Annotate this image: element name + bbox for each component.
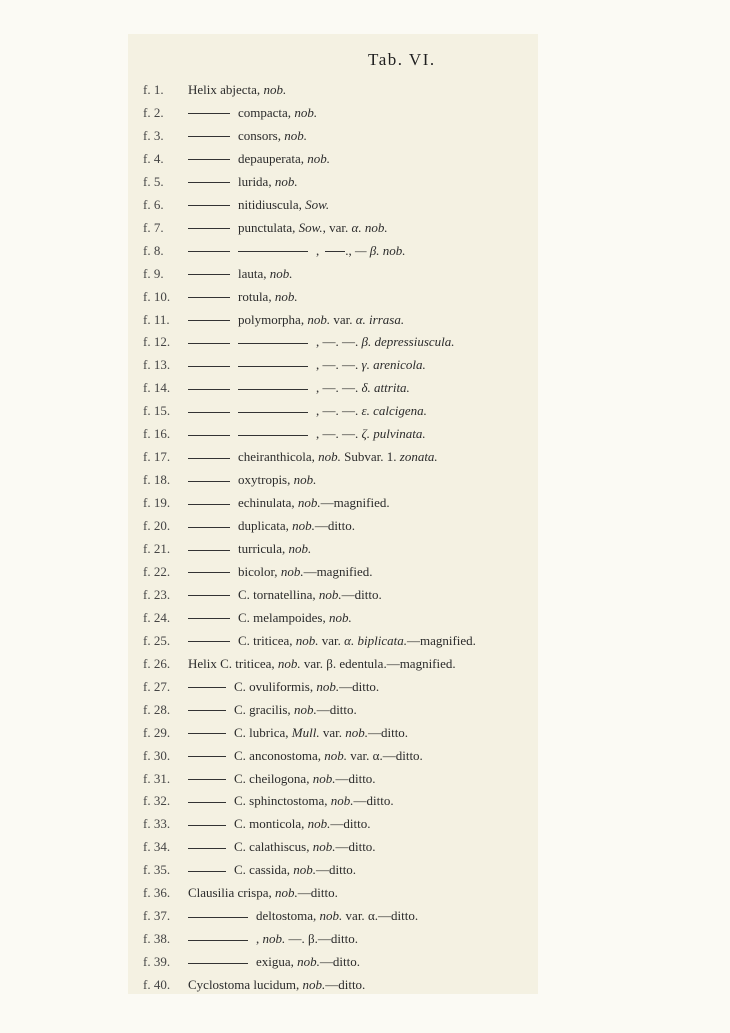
ditto-rule (188, 572, 230, 573)
text-part: ε. calcigena. (361, 403, 427, 419)
text-part: —ditto. (316, 701, 357, 717)
ditto-rule (188, 504, 230, 505)
text-part: —ditto. (319, 954, 360, 970)
species-text (188, 585, 382, 605)
text-part: , —. —. (316, 426, 362, 442)
species-text (188, 493, 390, 513)
text-part: —magnified. (320, 495, 390, 511)
text-part: Subvar. 1. (340, 449, 400, 465)
text-part: C. melampoides, (238, 609, 329, 625)
text-part: — β. nob. (355, 242, 406, 258)
ditto-rule (188, 435, 230, 436)
ditto-rule (188, 366, 230, 367)
figure-number: f. 1. (143, 82, 164, 97)
text-part: β. (326, 655, 337, 671)
text-part: —ditto. (315, 862, 357, 878)
figure-number: f. 22. (143, 563, 171, 579)
text-part: oxytropis, (238, 472, 294, 488)
text-part: , var. (322, 219, 352, 235)
ditto-rule (188, 550, 230, 551)
text-part: Helix abjecta, (188, 82, 264, 97)
text-part: nob. (318, 449, 341, 465)
text-part: nob. (274, 173, 298, 189)
species-text (188, 769, 376, 789)
text-part: nob. (297, 954, 320, 970)
ditto-rule (188, 802, 226, 803)
text-part: , (316, 242, 320, 258)
species-text (188, 447, 438, 467)
figure-number: f. 19. (143, 495, 171, 511)
text-part: ., (345, 242, 355, 258)
ditto-rule (188, 182, 230, 183)
text-part: —ditto. (330, 816, 371, 832)
species-text (188, 470, 316, 490)
species-text (188, 80, 286, 100)
species-text (188, 195, 329, 215)
text-part: C. calathiscus, (234, 839, 313, 855)
figure-number: f. 28. (143, 701, 171, 717)
text-part: —ditto. (325, 977, 366, 993)
text-part: nob. (275, 885, 298, 901)
ditto-rule (188, 136, 230, 137)
figure-number: f. 18. (143, 472, 171, 488)
text-part: , (256, 931, 263, 947)
text-part: α. (367, 908, 378, 924)
ditto-rule (238, 389, 308, 390)
text-part: α. biplicata. (344, 632, 407, 648)
species-text (188, 860, 356, 880)
text-part: nob. (293, 472, 317, 488)
text-part: —ditto. (353, 793, 394, 809)
text-part: var. (318, 632, 345, 648)
ditto-rule (325, 251, 345, 252)
text-part: —ditto. (297, 885, 338, 901)
species-text (188, 424, 426, 444)
text-part: —ditto. (335, 839, 376, 855)
species-text (188, 723, 408, 743)
figure-number: f. 8. (143, 242, 164, 258)
species-text (188, 700, 357, 720)
figure-number: f. 10. (143, 288, 171, 304)
figure-number: f. 21. (143, 541, 171, 556)
text-part: —ditto. (317, 931, 358, 947)
ditto-rule (188, 733, 226, 734)
ditto-rule (238, 366, 308, 367)
ditto-rule (188, 320, 230, 321)
text-part: nob. (284, 127, 307, 143)
text-part: —ditto. (382, 747, 423, 763)
text-part: —ditto. (314, 518, 355, 534)
text-part: nob. (288, 541, 312, 556)
ditto-rule (188, 687, 226, 688)
ditto-rule (188, 251, 230, 252)
species-text (188, 126, 307, 146)
figure-number: f. 15. (143, 403, 171, 419)
ditto-rule (188, 527, 230, 528)
text-part: C. tornatellina, (238, 586, 319, 602)
text-part: duplicata, (238, 518, 293, 534)
ditto-rule (238, 251, 308, 252)
species-text (188, 149, 330, 169)
species-text (188, 562, 373, 582)
text-part: depauperata, (238, 150, 308, 166)
ditto-rule (188, 595, 230, 596)
figure-number: f. 29. (143, 724, 171, 740)
species-text (188, 401, 427, 421)
text-part: lauta, (238, 265, 270, 281)
text-part: nob. (293, 701, 317, 717)
text-part: var. (300, 655, 327, 671)
figure-number: f. 3. (143, 127, 164, 143)
species-text (188, 814, 371, 834)
figure-number: f. 20. (143, 518, 171, 534)
text-part: nob. (292, 518, 315, 534)
species-text (188, 975, 365, 995)
text-part: cheiranthicola, (238, 449, 319, 465)
text-part: —magnified. (303, 563, 373, 579)
figure-number: f. 14. (143, 380, 171, 396)
text-part: —ditto. (339, 678, 380, 694)
species-text (188, 746, 423, 766)
text-part: —ditto. (335, 770, 376, 786)
text-part: nob. (293, 862, 316, 878)
text-part: Helix C. triticea, (188, 655, 278, 671)
text-part: β. depressiuscula. (361, 334, 455, 350)
text-part: compacta, (238, 104, 295, 120)
text-part: nob. (345, 724, 368, 740)
text-part: C. cheilogona, (234, 770, 313, 786)
text-part: nob. (302, 977, 326, 993)
text-part: C. triticea, (238, 632, 296, 648)
text-part: α. nob. (351, 219, 388, 235)
figure-number: f. 9. (143, 265, 164, 281)
species-text (188, 791, 394, 811)
text-part: var. (330, 311, 356, 327)
ditto-rule (188, 159, 230, 160)
figure-number: f. 40. (143, 977, 171, 993)
text-part: nob. (269, 265, 293, 281)
species-text (188, 287, 298, 307)
text-part: nob. (307, 150, 331, 166)
text-part: γ. arenicola. (361, 357, 426, 373)
text-part: α. irrasa. (355, 311, 405, 327)
text-part: nob. (318, 586, 342, 602)
ditto-rule (188, 618, 230, 619)
figure-number: f. 27. (143, 678, 171, 694)
text-part: C. cassida, (234, 862, 294, 878)
text-part: consors, (238, 127, 285, 143)
text-part: , —. —. (316, 357, 362, 373)
text-part: Mull. (291, 724, 320, 740)
ditto-rule (188, 710, 226, 711)
plate-title-text: Tab. VI. (368, 50, 436, 69)
text-part: ζ. pulvinata. (361, 426, 426, 442)
text-part: C. sphinctostoma, (234, 793, 331, 809)
text-part: var. (347, 747, 373, 763)
text-part: —ditto. (367, 724, 409, 740)
species-text (188, 906, 418, 926)
ditto-rule (188, 481, 230, 482)
text-part: nob. (307, 311, 331, 327)
text-part: rotula, (238, 288, 275, 304)
species-text (188, 883, 338, 903)
ditto-rule (188, 641, 230, 642)
figure-number: f. 24. (143, 609, 171, 625)
species-text (188, 378, 410, 398)
text-part: lurida, (238, 173, 275, 189)
text-part: C. anconostoma, (234, 747, 325, 763)
figure-number: f. 12. (143, 334, 171, 350)
text-part: zonata. (399, 449, 438, 465)
ditto-rule (188, 205, 230, 206)
text-part: echinulata, (238, 495, 298, 511)
ditto-rule (188, 274, 230, 275)
ditto-rule (188, 940, 248, 941)
text-part: —ditto. (341, 586, 382, 602)
figure-number: f. 38. (143, 931, 171, 947)
figure-number: f. 34. (143, 839, 171, 855)
figure-number: f. 31. (143, 770, 171, 786)
text-part: nob. (277, 655, 301, 671)
ditto-rule (188, 848, 226, 849)
text-part: nob. (329, 609, 352, 625)
text-part: nob. (330, 793, 354, 809)
text-part: nob. (312, 839, 336, 855)
text-part: deltostoma, (256, 908, 320, 924)
figure-number: f. 39. (143, 954, 171, 970)
ditto-rule (188, 389, 230, 390)
species-text (188, 677, 379, 697)
species-text (188, 172, 298, 192)
figure-number: f. 30. (143, 747, 171, 763)
figure-number: f. 33. (143, 816, 171, 832)
species-text (188, 929, 358, 949)
figure-number: f. 7. (143, 219, 164, 235)
species-text (188, 218, 388, 238)
ditto-rule (188, 343, 230, 344)
ditto-rule (188, 113, 230, 114)
text-part: β. (308, 931, 318, 947)
ditto-rule (188, 825, 226, 826)
text-part: nob. (312, 770, 336, 786)
species-text (188, 516, 355, 536)
ditto-rule (188, 228, 230, 229)
text-part: nob. (316, 678, 340, 694)
text-part: polymorpha, (238, 311, 308, 327)
text-part: exigua, (256, 954, 298, 970)
ditto-rule (238, 412, 308, 413)
text-part: bicolor, (238, 563, 281, 579)
text-part: C. ovuliformis, (234, 678, 317, 694)
species-text (188, 631, 476, 651)
species-text (188, 539, 311, 559)
text-part: nob. (297, 495, 321, 511)
text-part: nob. (307, 816, 331, 832)
species-text (188, 264, 293, 284)
ditto-rule (188, 297, 230, 298)
ditto-rule (188, 458, 230, 459)
ditto-rule (188, 412, 230, 413)
ditto-rule (188, 756, 226, 757)
text-part: nob. (274, 288, 298, 304)
text-part: —magnified. (406, 632, 476, 648)
ditto-rule (188, 963, 248, 964)
figure-number: f. 36. (143, 885, 171, 901)
text-part: var. (319, 724, 346, 740)
text-part: edentula.—magnified. (336, 655, 456, 671)
figure-number: f. 13. (143, 357, 171, 373)
figure-number: f. 16. (143, 426, 171, 442)
text-part: nob. (295, 632, 319, 648)
figure-number: f. 17. (143, 449, 171, 465)
text-part: Clausilia crispa, (188, 885, 276, 901)
species-text (188, 837, 376, 857)
figure-number: f. 35. (143, 862, 171, 878)
text-part: , —. —. (316, 334, 362, 350)
figure-number: f. 25. (143, 632, 171, 648)
figure-number: f. 32. (143, 793, 171, 809)
text-part: δ. attrita. (361, 380, 410, 396)
figure-number: f. 5. (143, 173, 164, 189)
text-part: C. monticola, (234, 816, 308, 832)
text-part: var. (342, 908, 368, 924)
text-part: nob. (324, 747, 348, 763)
text-part: C. gracilis, (234, 701, 294, 717)
text-part: nob. (280, 563, 304, 579)
species-text (188, 608, 352, 628)
species-text (188, 952, 360, 972)
species-text (188, 355, 426, 375)
ditto-rule (238, 343, 308, 344)
ditto-rule (188, 779, 226, 780)
species-text (188, 103, 317, 123)
text-part: —ditto. (378, 908, 419, 924)
text-part: α. (372, 747, 383, 763)
text-part: nob. (262, 931, 286, 947)
species-text (188, 241, 406, 261)
figure-number: f. 2. (143, 104, 164, 120)
figure-number: f. 23. (143, 586, 171, 602)
figure-number: f. 37. (143, 908, 171, 924)
text-part: nob. (319, 908, 343, 924)
text-part: turricula, (238, 541, 289, 556)
species-text (188, 310, 404, 330)
text-part: nob. (263, 82, 287, 97)
text-part: , —. —. (316, 380, 362, 396)
text-part: C. lubrica, (234, 724, 292, 740)
ditto-rule (238, 435, 308, 436)
figure-number: f. 6. (143, 196, 164, 212)
text-part: —. (285, 931, 308, 947)
text-part: nob. (294, 104, 318, 120)
text-part: nitidiuscula, (238, 196, 306, 212)
text-part: punctulata, (238, 219, 299, 235)
figure-number: f. 26. (143, 655, 171, 671)
ditto-rule (188, 917, 248, 918)
text-part: Sow. (298, 219, 323, 235)
figure-number: f. 11. (143, 311, 170, 327)
species-text (188, 332, 455, 352)
text-part: Cyclostoma lucidum, (188, 977, 303, 993)
figure-number: f. 4. (143, 150, 164, 166)
ditto-rule (188, 871, 226, 872)
text-part: , —. —. (316, 403, 362, 419)
text-part: Sow. (305, 196, 330, 212)
species-text (188, 654, 456, 674)
